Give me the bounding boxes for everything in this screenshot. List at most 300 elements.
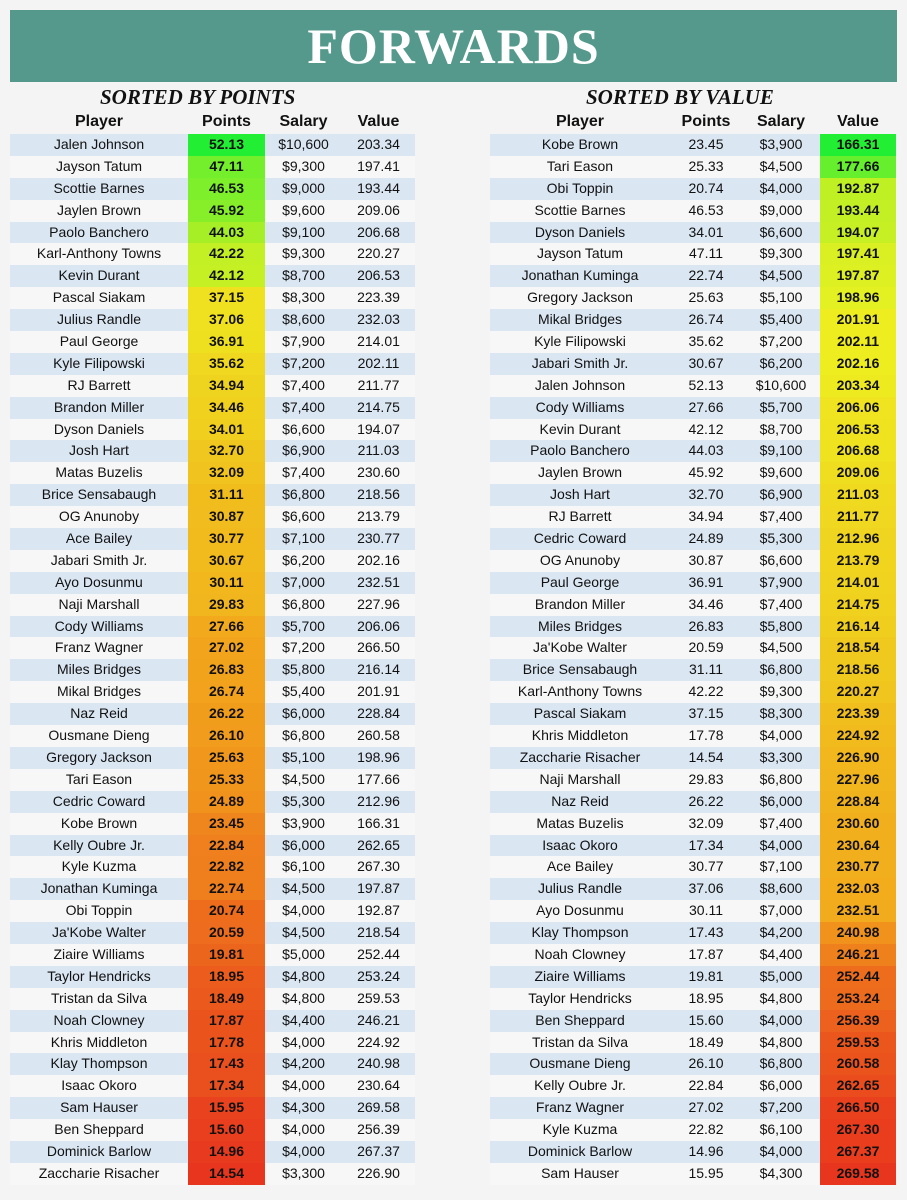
salary-cell: $7,100	[759, 858, 803, 875]
salary-cell: $7,400	[282, 464, 325, 481]
table-row	[10, 616, 415, 638]
player-cell: Tari Eason	[546, 157, 614, 174]
table-row	[10, 966, 415, 988]
value-cell: 266.50	[357, 639, 400, 656]
value-cell: 267.30	[820, 1119, 896, 1141]
player-cell: Ace Bailey	[546, 858, 614, 875]
player-cell: Jonathan Kuminga	[40, 880, 158, 897]
salary-cell: $5,000	[759, 967, 803, 984]
table-row	[10, 1163, 415, 1185]
player-cell: Sam Hauser	[541, 1164, 619, 1181]
points-cell: 30.67	[688, 354, 724, 371]
player-cell: Ace Bailey	[65, 530, 133, 547]
points-cell: 26.83	[688, 617, 724, 634]
points-cell: 26.83	[188, 659, 265, 681]
value-cell: 260.58	[820, 1053, 896, 1075]
player-cell: Franz Wagner	[535, 1099, 625, 1116]
table-row	[10, 243, 415, 265]
table-row	[10, 309, 415, 331]
salary-cell: $6,000	[759, 1077, 803, 1094]
player-cell: Dyson Daniels	[534, 223, 626, 240]
salary-cell: $5,700	[282, 617, 325, 634]
table-row	[490, 1119, 896, 1141]
table-row	[10, 440, 415, 462]
salary-cell: $4,000	[759, 727, 803, 744]
player-cell: Franz Wagner	[54, 639, 144, 656]
points-cell: 46.53	[188, 178, 265, 200]
salary-cell: $6,200	[759, 354, 803, 371]
points-column-header[interactable]: Points	[202, 113, 251, 130]
value-cell: 230.77	[357, 530, 400, 547]
value-cell: 262.65	[357, 836, 400, 853]
table-row	[490, 1032, 896, 1054]
points-cell: 44.03	[688, 442, 724, 459]
salary-cell: $4,200	[759, 924, 803, 941]
value-cell: 214.01	[357, 333, 400, 350]
salary-cell: $9,300	[282, 157, 325, 174]
player-column-header[interactable]: Player	[74, 113, 124, 130]
salary-cell: $6,800	[759, 661, 803, 678]
value-cell: 228.84	[820, 791, 896, 813]
table-row	[490, 813, 896, 835]
player-cell: Cedric Coward	[533, 530, 627, 547]
points-cell: 29.83	[688, 770, 724, 787]
table-row	[490, 594, 896, 616]
salary-cell: $5,100	[282, 748, 325, 765]
player-cell: Ayo Dosunmu	[55, 573, 143, 590]
table-row	[10, 419, 415, 441]
player-column-header[interactable]: Player	[555, 113, 605, 130]
table-row	[10, 397, 415, 419]
table-row	[490, 791, 896, 813]
points-cell: 36.91	[188, 331, 265, 353]
value-cell: 209.06	[357, 201, 400, 218]
salary-cell: $3,900	[759, 136, 803, 152]
table-header	[490, 110, 896, 134]
table-row	[10, 462, 415, 484]
value-cell: 214.75	[357, 398, 400, 415]
value-cell: 226.90	[820, 747, 896, 769]
table-row	[490, 375, 896, 397]
value-cell: 206.68	[820, 440, 896, 462]
table-row	[490, 200, 896, 222]
player-cell: Scottie Barnes	[534, 201, 626, 218]
player-cell: Ziaire Williams	[534, 967, 626, 984]
value-cell: 206.53	[357, 267, 400, 284]
points-cell: 14.96	[188, 1141, 265, 1163]
table-body	[10, 134, 415, 1185]
table-row	[10, 944, 415, 966]
points-cell: 15.60	[688, 1011, 724, 1028]
value-cell: 211.03	[820, 484, 896, 506]
salary-cell: $10,600	[278, 136, 329, 152]
value-column-header[interactable]: Value	[837, 113, 879, 130]
points-cell: 45.92	[188, 200, 265, 222]
player-cell: Ousmane Dieng	[529, 1055, 631, 1072]
salary-cell: $3,300	[282, 1164, 325, 1181]
player-cell: Jaylen Brown	[56, 201, 142, 218]
value-cell: 193.44	[357, 179, 400, 196]
salary-cell: $6,100	[759, 1121, 803, 1138]
player-cell: Jabari Smith Jr.	[531, 354, 629, 371]
table-row	[10, 572, 415, 594]
table-row	[10, 1097, 415, 1119]
value-cell: 224.92	[820, 725, 896, 747]
value-cell: 253.24	[357, 967, 400, 984]
value-cell: 267.30	[357, 858, 400, 875]
table-row	[490, 506, 896, 528]
salary-cell: $6,100	[282, 858, 325, 875]
player-cell: Kobe Brown	[60, 814, 138, 831]
player-cell: Paul George	[540, 573, 620, 590]
value-cell: 194.07	[820, 222, 896, 244]
table-row	[10, 1010, 415, 1032]
points-cell: 47.11	[689, 245, 723, 262]
table-row	[490, 419, 896, 441]
salary-cell: $3,900	[282, 814, 325, 831]
value-cell: 240.98	[357, 1055, 400, 1072]
points-cell: 17.34	[688, 836, 724, 853]
value-cell: 202.16	[357, 551, 400, 568]
points-cell: 37.06	[188, 309, 265, 331]
points-cell: 52.13	[688, 376, 724, 393]
page-title: FORWARDS	[307, 18, 600, 74]
salary-cell: $7,000	[282, 573, 325, 590]
salary-cell: $5,300	[759, 530, 803, 547]
value-cell: 202.16	[820, 353, 896, 375]
salary-cell: $4,800	[759, 1033, 803, 1050]
salary-cell: $4,000	[759, 1011, 803, 1028]
points-cell: 22.84	[188, 835, 265, 857]
player-cell: Pascal Siakam	[52, 289, 146, 306]
points-cell: 30.87	[688, 551, 724, 568]
points-cell: 22.84	[688, 1077, 724, 1094]
table-row	[490, 988, 896, 1010]
value-cell: 253.24	[820, 988, 896, 1010]
points-cell: 27.02	[688, 1099, 724, 1116]
salary-cell: $6,800	[282, 727, 325, 744]
points-cell: 36.91	[688, 573, 724, 590]
table-row	[10, 791, 415, 813]
value-cell: 266.50	[820, 1097, 896, 1119]
salary-cell: $5,800	[759, 617, 803, 634]
salary-cell: $4,400	[282, 1011, 325, 1028]
table-row	[10, 988, 415, 1010]
player-cell: Ousmane Dieng	[48, 727, 150, 744]
salary-column-header[interactable]: Salary	[279, 113, 328, 130]
value-cell: 211.77	[357, 376, 400, 393]
salary-cell: $8,700	[759, 420, 803, 437]
value-cell: 194.07	[357, 420, 400, 437]
salary-cell: $9,600	[759, 464, 803, 481]
salary-cell: $7,900	[282, 333, 325, 350]
table-row	[10, 725, 415, 747]
points-cell: 27.66	[688, 398, 724, 415]
table-row	[490, 1141, 896, 1163]
table-row	[10, 222, 415, 244]
salary-cell: $7,200	[282, 639, 325, 656]
table-row	[490, 944, 896, 966]
table-row	[490, 769, 896, 791]
player-cell: Jayson Tatum	[55, 157, 143, 174]
salary-cell: $4,500	[759, 639, 803, 656]
player-cell: Ja'Kobe Walter	[52, 924, 146, 941]
salary-cell: $5,800	[282, 661, 325, 678]
player-cell: OG Anunoby	[539, 551, 621, 568]
player-cell: Khris Middleton	[50, 1033, 148, 1050]
points-cell: 37.15	[188, 287, 265, 309]
player-cell: RJ Barrett	[548, 508, 612, 525]
player-cell: Scottie Barnes	[53, 179, 145, 196]
points-cell: 17.87	[688, 945, 724, 962]
table-row	[10, 900, 415, 922]
points-cell: 18.95	[188, 966, 265, 988]
table-row	[10, 856, 415, 878]
player-cell: Julius Randle	[537, 880, 623, 897]
salary-cell: $6,800	[282, 595, 325, 612]
points-section-title: SORTED BY POINTS	[100, 85, 296, 109]
value-cell: 232.03	[357, 311, 400, 328]
value-cell: 192.87	[820, 178, 896, 200]
value-cell: 214.75	[820, 594, 896, 616]
player-cell: Zaccharie Risacher	[519, 748, 641, 765]
value-cell: 166.31	[357, 814, 400, 831]
salary-cell: $4,300	[282, 1099, 325, 1116]
table-body	[490, 134, 896, 1185]
value-cell: 218.56	[820, 659, 896, 681]
table-row	[490, 353, 896, 375]
points-cell: 24.89	[188, 791, 265, 813]
player-cell: Karl-Anthony Towns	[517, 683, 643, 700]
player-cell: Dominick Barlow	[46, 1142, 152, 1159]
value-cell: 198.96	[357, 748, 400, 765]
salary-cell: $4,000	[759, 836, 803, 853]
points-cell: 20.59	[688, 639, 724, 656]
salary-cell: $4,000	[282, 1033, 325, 1050]
salary-cell: $8,700	[282, 267, 325, 284]
player-cell: Obi Toppin	[546, 179, 614, 196]
table-row	[490, 637, 896, 659]
table-row	[490, 331, 896, 353]
player-cell: Cody Williams	[535, 398, 625, 415]
value-cell: 256.39	[820, 1010, 896, 1032]
table-row	[490, 900, 896, 922]
player-cell: Karl-Anthony Towns	[36, 245, 162, 262]
table-row	[490, 572, 896, 594]
player-cell: Taylor Hendricks	[528, 989, 632, 1006]
points-cell: 30.11	[188, 572, 265, 594]
table-row	[10, 922, 415, 944]
points-cell: 26.10	[188, 725, 265, 747]
value-cell: 227.96	[820, 769, 896, 791]
player-cell: Kyle Filipowski	[534, 333, 626, 350]
player-cell: Jalen Johnson	[53, 136, 145, 152]
salary-cell: $6,200	[282, 551, 325, 568]
value-cell: 230.64	[820, 835, 896, 857]
salary-cell: $8,300	[759, 705, 803, 722]
value-cell: 193.44	[820, 200, 896, 222]
player-cell: Kobe Brown	[541, 136, 619, 152]
points-cell: 30.77	[188, 528, 265, 550]
value-cell: 232.03	[820, 878, 896, 900]
player-cell: Dyson Daniels	[53, 420, 145, 437]
value-cell: 209.06	[820, 462, 896, 484]
points-cell: 42.22	[688, 683, 724, 700]
salary-cell: $7,200	[759, 1099, 803, 1116]
salary-cell: $4,000	[282, 902, 325, 919]
salary-cell: $6,900	[282, 442, 325, 459]
value-cell: 197.41	[820, 243, 896, 265]
table-row	[490, 484, 896, 506]
value-cell: 197.87	[357, 880, 400, 897]
table-row	[490, 156, 896, 178]
value-cell: 246.21	[357, 1011, 400, 1028]
salary-cell: $7,400	[759, 814, 803, 831]
player-cell: Miles Bridges	[56, 661, 142, 678]
value-cell: 230.60	[357, 464, 400, 481]
points-cell: 25.33	[688, 157, 724, 174]
salary-cell: $6,000	[759, 792, 803, 809]
points-cell: 42.12	[188, 265, 265, 287]
points-cell: 22.74	[688, 267, 724, 284]
points-cell: 35.62	[688, 333, 724, 350]
points-cell: 19.81	[188, 944, 265, 966]
points-cell: 42.22	[188, 243, 265, 265]
points-cell: 15.95	[188, 1097, 265, 1119]
table-row	[10, 637, 415, 659]
table-row	[490, 878, 896, 900]
salary-cell: $4,000	[759, 179, 803, 196]
player-cell: Pascal Siakam	[533, 705, 627, 722]
table-header	[10, 110, 415, 134]
salary-cell: $7,200	[282, 354, 325, 371]
player-cell: Naji Marshall	[539, 770, 621, 787]
value-cell: 201.91	[820, 309, 896, 331]
salary-cell: $9,100	[759, 442, 803, 459]
value-cell: 220.27	[357, 245, 400, 262]
salary-cell: $6,600	[759, 223, 803, 240]
points-cell: 26.10	[688, 1055, 724, 1072]
points-cell: 37.06	[688, 880, 724, 897]
player-cell: Ayo Dosunmu	[536, 902, 624, 919]
salary-cell: $7,000	[759, 902, 803, 919]
player-cell: Isaac Okoro	[61, 1077, 137, 1094]
player-cell: Noah Clowney	[53, 1011, 145, 1028]
value-cell: 240.98	[820, 922, 896, 944]
salary-column-header[interactable]: Salary	[756, 113, 806, 130]
table-row	[10, 1141, 415, 1163]
salary-cell: $6,600	[282, 508, 325, 525]
points-column-header[interactable]: Points	[681, 113, 731, 130]
salary-cell: $7,400	[759, 508, 803, 525]
points-cell: 22.82	[188, 856, 265, 878]
value-cell: 201.91	[357, 683, 400, 700]
points-cell: 37.15	[688, 705, 724, 722]
player-cell: Brandon Miller	[534, 595, 626, 612]
points-cell: 20.74	[688, 179, 724, 196]
player-cell: Cedric Coward	[52, 792, 146, 809]
salary-cell: $9,600	[282, 201, 325, 218]
points-cell: 17.43	[688, 924, 724, 941]
table-row	[490, 440, 896, 462]
salary-cell: $4,500	[759, 157, 803, 174]
points-cell: 18.49	[188, 988, 265, 1010]
points-cell: 32.09	[188, 462, 265, 484]
table-row	[490, 178, 896, 200]
salary-cell: $9,000	[282, 179, 325, 196]
value-column-header[interactable]: Value	[357, 113, 400, 130]
points-cell: 42.12	[688, 420, 724, 437]
table-row	[10, 747, 415, 769]
table-row	[490, 397, 896, 419]
points-cell: 30.87	[188, 506, 265, 528]
value-cell: 216.14	[820, 616, 896, 638]
player-cell: Miles Bridges	[537, 617, 623, 634]
player-cell: Tristan da Silva	[532, 1033, 628, 1050]
player-cell: Brice Sensabaugh	[522, 661, 638, 678]
value-sorted-table	[490, 84, 896, 1185]
table-row	[10, 659, 415, 681]
table-row	[490, 222, 896, 244]
table-row	[490, 1163, 896, 1185]
points-cell: 18.95	[688, 989, 724, 1006]
salary-cell: $7,400	[282, 398, 325, 415]
points-cell: 30.67	[188, 550, 265, 572]
salary-cell: $8,600	[282, 311, 325, 328]
player-cell: Zaccharie Risacher	[38, 1164, 160, 1181]
salary-cell: $4,000	[282, 1077, 325, 1094]
value-cell: 227.96	[357, 595, 400, 612]
points-cell: 23.45	[188, 813, 265, 835]
points-cell: 29.83	[188, 594, 265, 616]
salary-cell: $6,800	[759, 770, 803, 787]
salary-cell: $7,400	[759, 595, 803, 612]
player-cell: Isaac Okoro	[542, 836, 618, 853]
value-cell: 206.68	[357, 223, 400, 240]
value-cell: 232.51	[357, 573, 400, 590]
points-cell: 25.33	[188, 769, 265, 791]
player-cell: RJ Barrett	[67, 376, 131, 393]
salary-cell: $6,600	[759, 551, 803, 568]
salary-cell: $7,400	[282, 376, 325, 393]
points-cell: 32.70	[688, 486, 724, 503]
salary-cell: $6,800	[282, 486, 325, 503]
salary-cell: $4,300	[759, 1164, 803, 1181]
points-cell: 14.54	[188, 1163, 265, 1185]
value-cell: 214.01	[820, 572, 896, 594]
salary-cell: $5,300	[282, 792, 325, 809]
salary-cell: $8,300	[282, 289, 325, 306]
value-cell: 213.79	[820, 550, 896, 572]
table-row	[10, 1075, 415, 1097]
points-cell: 52.13	[188, 134, 265, 156]
table-row	[10, 353, 415, 375]
salary-cell: $5,400	[759, 311, 803, 328]
table-row	[10, 1119, 415, 1141]
value-cell: 218.54	[820, 637, 896, 659]
value-cell: 230.77	[820, 856, 896, 878]
player-cell: Kyle Filipowski	[53, 354, 145, 371]
salary-cell: $8,600	[759, 880, 803, 897]
salary-cell: $6,000	[282, 705, 325, 722]
player-cell: Naz Reid	[70, 705, 128, 722]
points-cell: 19.81	[688, 967, 724, 984]
value-cell: 259.53	[820, 1032, 896, 1054]
title-banner	[10, 10, 897, 82]
table-row	[10, 375, 415, 397]
player-cell: Gregory Jackson	[527, 289, 633, 306]
value-cell: 166.31	[820, 134, 896, 156]
